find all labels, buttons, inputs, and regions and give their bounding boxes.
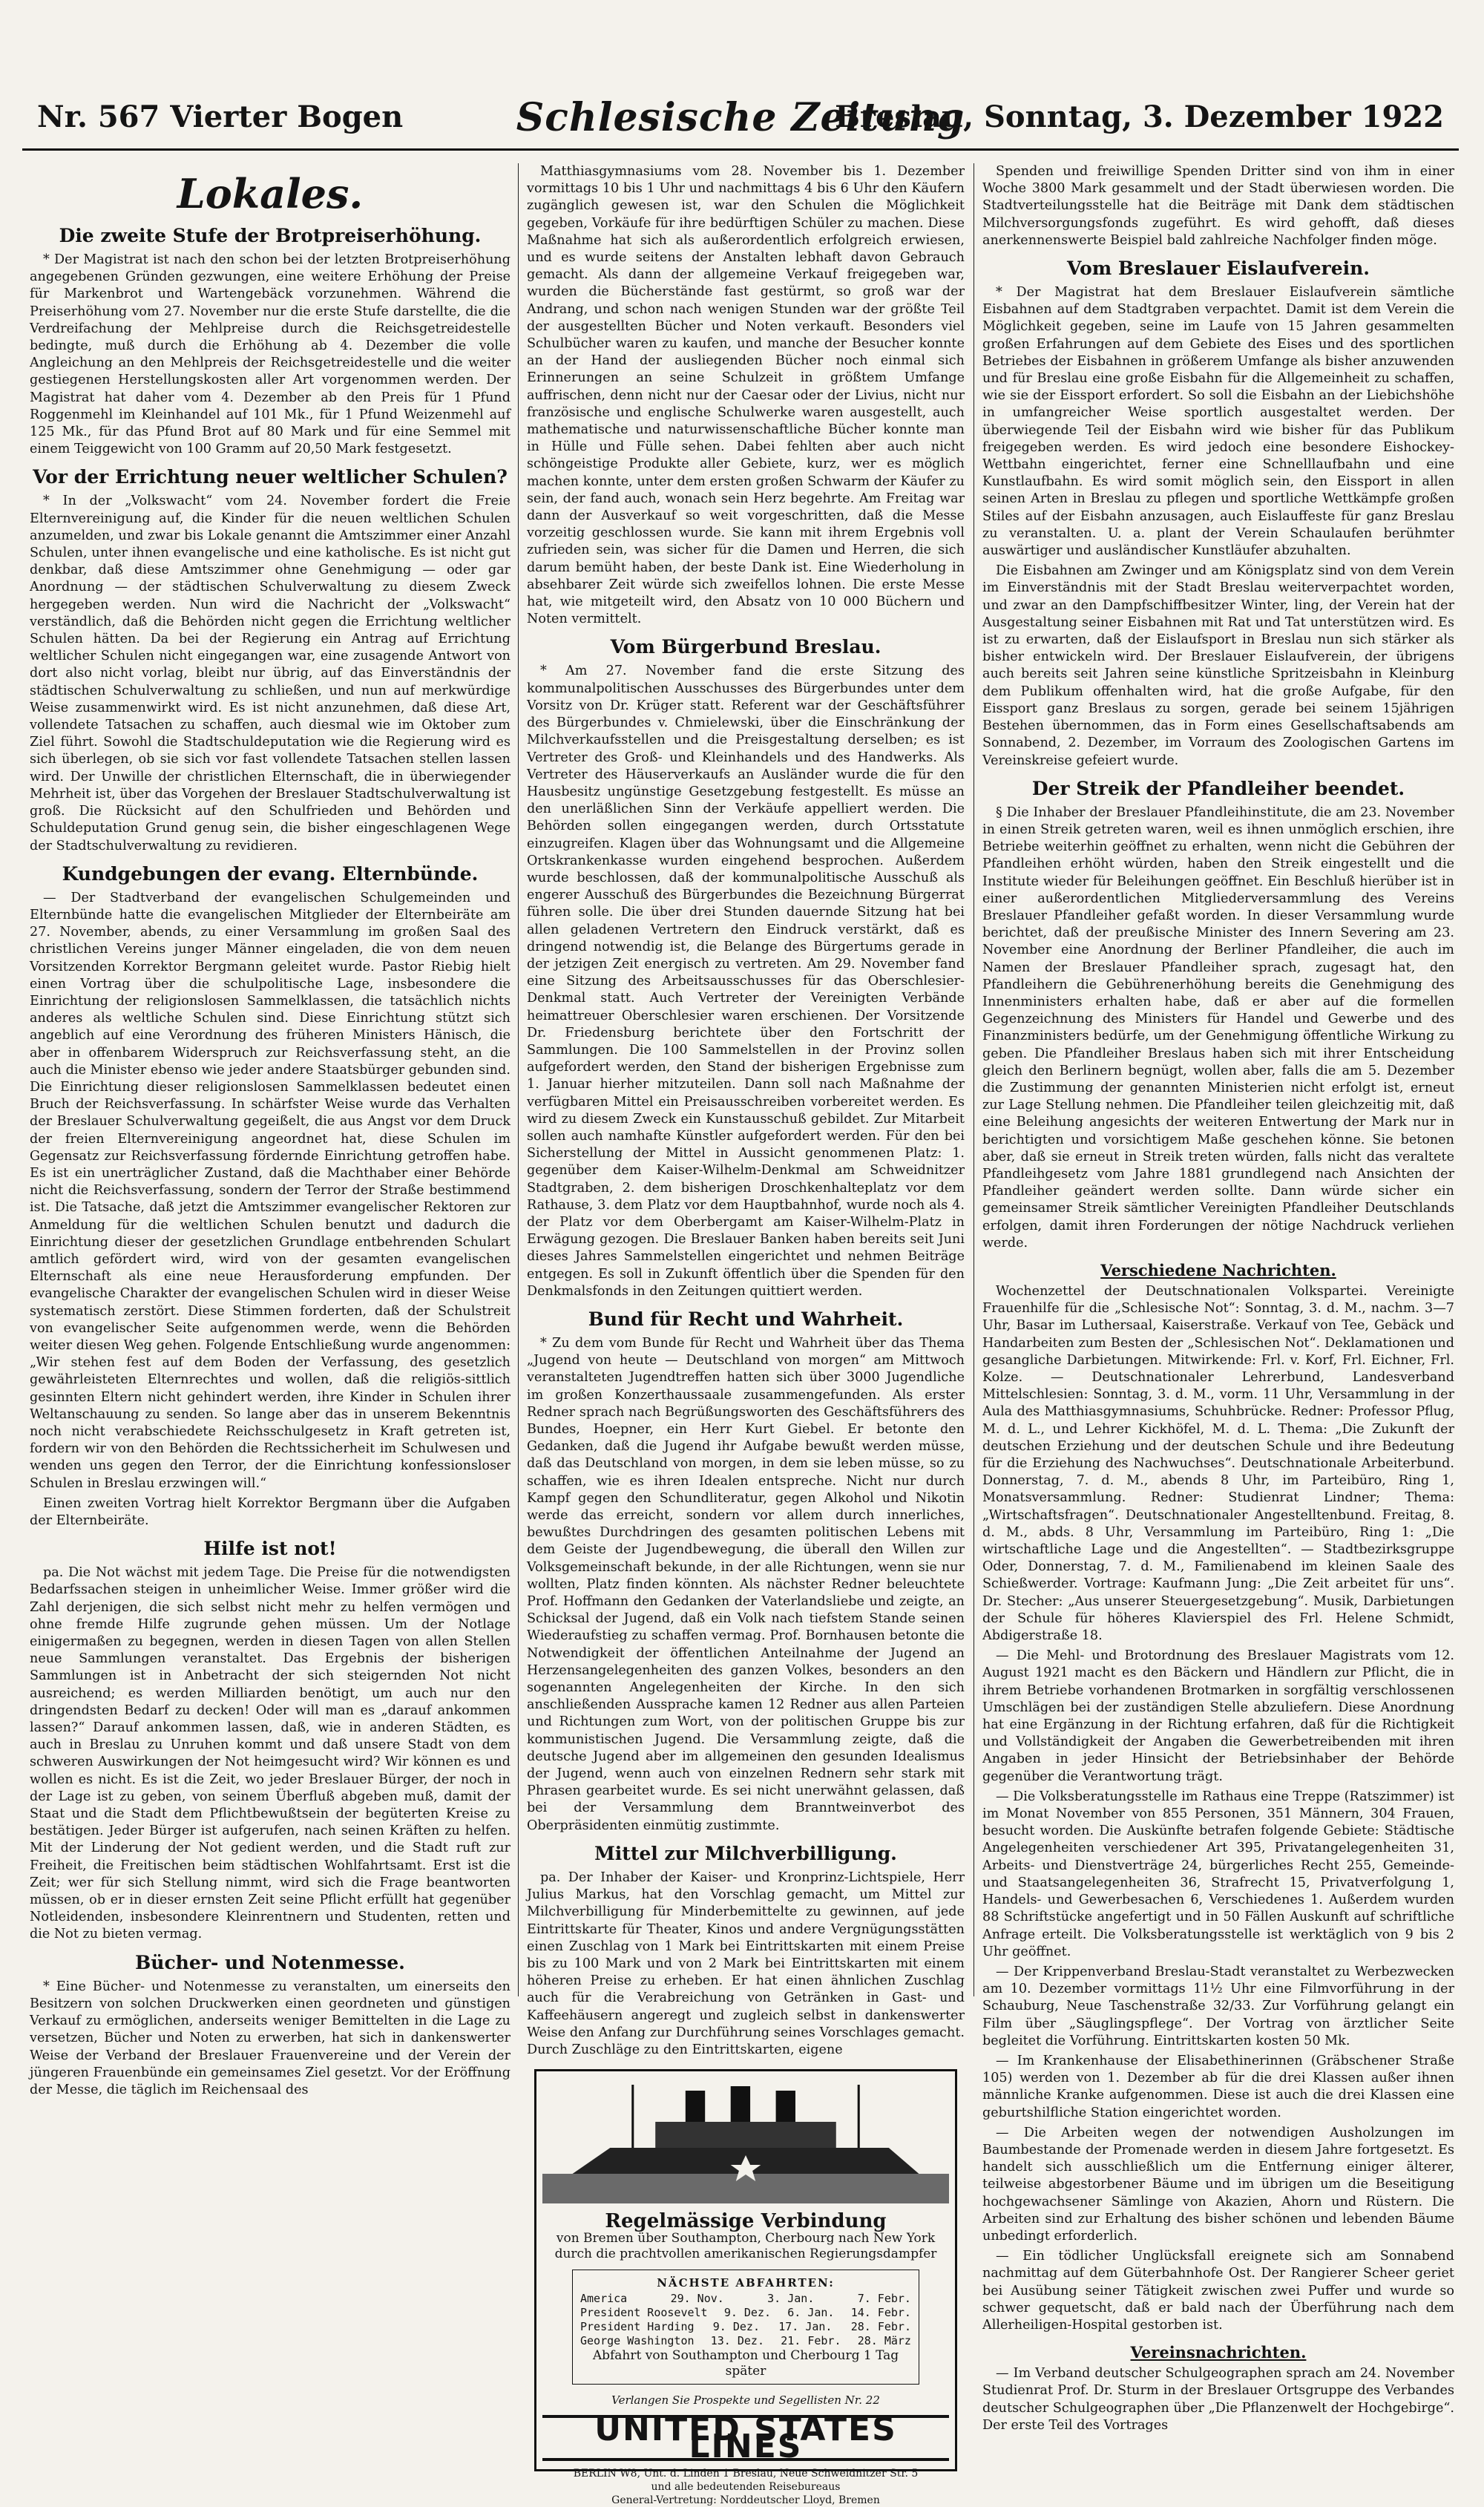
article-title: Verschiedene Nachrichten.: [1100, 1260, 1336, 1279]
article-title: Mittel zur Milchverbilligung.: [594, 1842, 897, 1864]
departure-date: 28. Febr.: [850, 2319, 911, 2333]
departure-date: 13. Dez.: [710, 2333, 764, 2347]
departures-title: NÄCHSTE ABFAHRTEN:: [657, 2275, 835, 2290]
article-text: — Im Krankenhause der Elisabethinerinnen (Gräbschener Straße 105) werden von 1. Dezember ab für die drei Klassen außer ihnen männliche Kranke aufgenommen. Diese ist auch die drei Klassen eine geburtshilfliche Station eingerichtet worden.: [982, 2053, 1454, 2120]
ad-prospectus-note: Verlangen Sie Prospekte und Segellisten Nr. 22: [611, 2393, 880, 2407]
column-1: [30, 163, 510, 2097]
article-title: Bücher- und Notenmesse.: [135, 1951, 405, 1973]
table-row: [580, 2320, 911, 2334]
column-divider: [518, 163, 519, 1996]
article-title: Vom Breslauer Eislaufverein.: [1066, 258, 1370, 280]
article-text: * Am 27. November fand die erste Sitzung des kommunalpolitischen Ausschusses des Bürgerbundes unter dem Vorsitz von Dr. Krüger statt. Referent war der Geschäftsführer des Bürgerbundes v. Chmielewski, über die Einschränkung der Milchverkaufsstellen und die Preisgestaltung derselben; es ist Vertreter des Groß- und Kleinhandels und des Handwerks. Als Vertreter des Häuserverkaufs an Ausländer wurde die für den Hausbesitz ungünstige Gesetzgebung festgestellt. Es müsse an den unerläßlichen Sinn der Verkäufe appelliert werden. Die Behörden sollen eingegangen werden, durch Ortsstatute einzugreifen. Klagen über das Wohnungsamt und die Allgemeine Ortskrankenkasse wurden eingehend besprochen. Außerdem wurde beschlossen, daß der kommunalpolitische Ausschuß als engerer Ausschuß des Bürgerbundes die Bezeichnung Bürgerrat führen solle. Die über drei Stunden dauernde Sitzung hat bei allen geladenen Vertretern den Eindruck verstärkt, daß es dringend notwendig ist, die Belange des Bürgertums gerade in der jetzigen Zeit energisch zu vertreten. Am 29. November fand eine Sitzung des Arbeitsausschusses für das Oberschlesier-Denkmal statt. Auch Vertreter der Vereinigten Verbände heimattreuer Oberschlesier waren erschienen. Der Vorsitzende Dr. Friedensburg berichtete über den Fortschritt der Sammlungen. Die 100 Sammelstellen in der Provinz sollen aufgefordert werden, den Stand der bisherigen Ergebnisse zum 1. Januar hierher mitzuteilen. Dann soll nach Maßnahme der verfügbaren Mittel ein Preisausschreiben vorbereitet werden. Es wird zu diesem Zweck ein Kunstausschuß gebildet. Zur Mitarbeit sollen auch namhafte Künstler aufgefordert werden. Für den bei Sicherstellung der Mittel in Aussicht genommenen Platz: 1. gegenüber dem Kaiser-Wilhelm-Denkmal am Schweidnitzer Stadtgraben, 2. dem bisherigen Droschkenhalteplatz vor dem Rathause, 3. dem Platz vor dem Hauptbahnhof, wurde noch als 4. der Platz vor dem Oberbergamt am Kaiser-Wilhelm-Platz in Erwägung gezogen. Die Breslauer Banken haben bereits seit Juni dieses Jahres Sammelstellen eingerichtet und nehmen Beiträge entgegen. Es soll in Zukunft öffentlich über die Spenden für den Denkmalsfonds in den Zeitungen quittiert werden.: [527, 663, 965, 1299]
section-title: Lokales.: [177, 170, 364, 217]
column-3: [982, 163, 1455, 2433]
shipping-advertisement: [534, 2069, 957, 2507]
article-title: Vom Bürgerbund Breslau.: [610, 636, 881, 658]
article-title: Vereinsnachrichten.: [1130, 2343, 1307, 2362]
table-row: [580, 2292, 911, 2306]
article-title: Vor der Errichtung neuer weltlicher Schulen?: [33, 466, 508, 488]
ship-name: America: [580, 2291, 628, 2305]
ad-brand: UNITED STATES LINES: [542, 2415, 949, 2461]
article-title: Kundgebungen der evang. Elternbünde.: [62, 862, 479, 885]
table-row: [580, 2334, 911, 2348]
article-text: pa. Die Not wächst mit jedem Tage. Die Preise für die notwendigsten Bedarfssachen steigen in unheimlicher Weise. Immer größer wird die Zahl derjenigen, die sich selbst nicht mehr zu helfen vermögen und ohne fremde Hilfe zugrunde gehen müssen. Um der Notlage einigermaßen zu begegnen, werden in diesen Tagen von allen Stellen neue Sammlungen veranstaltet. Das Ergebnis der bisherigen Sammlungen ist in Anbetracht der sich steigernden Not nicht ausreichend; es werden Milliarden benötigt, um auch nur den dringendsten Bedarf zu decken! Oder will man es „darauf ankommen lassen?“ Darauf ankommen lassen, daß, wie in anderen Städten, es auch in Breslau zu Unruhen kommt und daß unsere Stadt von dem schweren Auswirkungen der Not heimgesucht wird? Wir können es und wollen es nicht. Es ist die Zeit, wo jeder Breslauer Bürger, der noch in der Lage ist zu geben, von seinem Überfluß abgeben muß, damit der Staat und die Stadt dem Pflichtbewußtsein der begüterten Kreise zu bestätigen. Jeder Bürger ist aufgerufen, nach seinen Kräften zu helfen. Mit der Linderung der Not gedient werden, und die Stadt ruft zur Freiheit, die Freitischen beim städtischen Wohlfahrtsamt. Erst ist die Zeit; wer für sich Stellung nimmt, wird sich die Frage beantworten müssen, ob er in dieser ernsten Zeit seine Pflicht erfüllt hat gegenüber Notleidenden, insbesondere Kleinrentnern und Studenten, retten und die Not zu bieten vermag.: [30, 1565, 510, 1942]
article-text: * Eine Bücher- und Notenmesse zu veranstalten, um einerseits den Besitzern von solchen Druckwerken einen geordneten und günstigen Verkauf zu ermöglichen, anderseits weniger Bemittelten in die Lage zu versetzen, Bücher und Noten zu erwerben, hat sich in dankenswerter Weise der Verband der Breslauer Frauenvereine und der Verein der jüngeren Frauenbünde ein gemeinsames Ziel gesetzt. Vor der Eröffnung der Messe, die täglich im Reichensaal des: [30, 1979, 510, 2097]
article-text: — Ein tödlicher Unglücksfall ereignete sich am Sonnabend nachmittag auf dem Güterbahnhofe Ost. Der Rangierer Scheer geriet bei Ausübung seiner Tätigkeit zwischen zwei Puffer und wurde so schwer gequetscht, daß er bald nach der Überführung nach dem Allerheiligen-Hospital gestorben ist.: [982, 2249, 1454, 2333]
article-text: Matthiasgymnasiums vom 28. November bis 1. Dezember vormittags 10 bis 1 Uhr und nachmittags 4 bis 6 Uhr den Käufern zugänglich gewesen ist, war den Schulen die Möglichkeit gegeben, Vorkäufe für ihre bedürftigen Schüler zu machen. Diese Maßnahme hat sich als außerordentlich erfolgreich erwiesen, und es wurde seitens der Anstalten lebhaft davon Gebrauch gemacht. Als dann der allgemeine Verkauf freigegeben war, wurden die Bücherstände fast gestürmt, so groß war der Andrang, und schon nach wenigen Stunden war der größte Teil der ausgestellten Bücher und Noten verkauft. Besonders viel Schulbücher waren zu kaufen, und manche der Besucher konnte an der Hand der ausliegenden Bücher noch einmal sich Erinnerungen an seine Schulzeit in größtem Umfange auffrischen, denn nicht nur der Caesar oder der Livius, nicht nur französische und englische Schulwerke waren ausgestellt, auch mathematische und naturwissenschaftliche Bücher konnte man in Hülle und Fülle sehen. Dabei fehlten aber auch nicht schöngeistige Produkte aller Gebiete, kurz, wer es möglich machen konnte, unter dem ersten großen Schwarm der Käufer zu sein, der fand auch, wonach sein Herz begehrte. Am Freitag war dann der Ausverkauf so weit vorgeschritten, daß die Messe vorzeitig geschlossen wurde. Sie kann mit ihrem Ergebnis voll zufrieden sein, was sicher für die Damen und Herren, die sich darum bemüht haben, der beste Dank ist. Eine Wiederholung in absehbarer Zeit würde sich zweifellos lohnen. Die erste Messe hat, wie mitgeteilt wird, den Absatz von 10 000 Büchern und Noten vermittelt.: [527, 164, 965, 627]
article-title: Die zweite Stufe der Brotpreiserhöhung.: [59, 225, 482, 246]
ad-address: und alle bedeutenden Reisebureaus: [651, 2481, 841, 2494]
masthead: [22, 89, 1459, 151]
newspaper-page: [22, 15, 1459, 2507]
departure-date: 9. Dez.: [712, 2319, 760, 2333]
ad-route: von Bremen über Southampton, Cherbourg nach New York: [556, 2230, 936, 2246]
article-text: — Die Volksberatungsstelle im Rathaus eine Treppe (Ratszimmer) ist im Monat November von 855 Personen, 351 Männern, 304 Frauen, besucht worden. Die Auskünfte betrafen folgende Gebiete: Städtische Angelegenheiten verschiedener Art 395, Privatangelegenheiten 31, Arbeits- und Dienstverträge 24, bürgerliches Recht 255, Gemeinde- und Staatsangelegenheiten 36, Strafrecht 15, Privatverfolgung 1, Handels- und Gewerbesachen 6, Verschiedenes 1. Außerdem wurden 88 Schriftstücke angefertigt und in 50 Fällen Auskunft auf schriftliche Anfrage erteilt. Die Volksberatungsstelle ist werktäglich von 9 bis 2 Uhr geöffnet.: [982, 1789, 1455, 1959]
article-text: * Zu dem vom Bunde für Recht und Wahrheit über das Thema „Jugend von heute — Deutschland von morgen“ am Mittwoch veranstalteten Jugendtreffen hatten sich über 3000 Jugendliche im großen Konzerthaussaale zusammengefunden. Als erster Redner sprach nach Begrüßungsworten des Geschäftsführers des Bundes, Hoepner, ein Herr Kurt Giebel. Er betonte den Gedanken, daß die Jugend ihr Aufgabe bewußt werden müsse, daß das Deutschland von morgen, in dem sie leben müsse, so zu schaffen, wie es ihren Idealen entspreche. Nicht nur durch Kampf gegen den Schundliteratur, gegen Alkohol und Nikotin werde das erreicht, sondern vor allem durch innerliches, bewußtes Durchdringen des gesamten politischen Lebens mit dem Geiste der Jugendbewegung, die überall den Willen zur Volksgemeinschaft bekunde, in der alle Richtungen, wenn sie nur wollten, Platz finden könnten. Als nächster Redner beleuchtete Prof. Hoffmann den Gedanken der Vaterlandsliebe und zeigte, an Schicksal der Jugend, daß ein Volk nach tiefstem Stande seinen Wiederaufstieg zu schaffen vermag. Prof. Bornhausen betonte die Notwendigkeit der öffentlichen Anteilnahme der Jugend an Herzensangelegenheiten des ganzen Volkes, besonders an den sogenannten Angelegenheiten der Kirche. In den sich anschließenden Aussprache kamen 12 Redner aus allen Parteien und Richtungen zum Wort, von der politischen Gruppe bis zur kommunistischen Jugend. Die Versammlung zeigte, daß die deutsche Jugend aber im allgemeinen den gesunden Idealismus der Jugend, wenn auch von einzelnen Rednern sehr stark mit Phrasen gearbeitet wurde. Es sei nicht unerwähnt gelassen, daß bei der Versammlung dem Branntweinverbot des Oberpräsidenten einmütig zustimmte.: [527, 1336, 965, 1833]
ship-name: George Washington: [580, 2333, 695, 2347]
ship-name: President Roosevelt: [580, 2305, 708, 2319]
dateline: Breslau, Sonntag, 3. Dezember 1922: [835, 99, 1444, 134]
article-text: — Im Verband deutscher Schulgeographen sprach am 24. November Studienrat Prof. Dr. Sturm in der Breslauer Ortsgruppe des Verbandes deutscher Schulgeographen über „Die Pflanzenwelt der Hochgebirge“. Der erste Teil des Vortrages: [982, 2366, 1454, 2433]
article-text: Spenden und freiwillige Spenden Dritter sind von ihm in einer Woche 3800 Mark gesammelt und der Stadt überwiesen worden. Die Stadtverteilungsstelle hat die Beiträge mit Dank dem städtischen Milchversorgungsfonds zugeführt. Es wird gehofft, daß dieses anerkennenswerte Beispiel bald zahlreiche Nachfolger finden möge.: [982, 164, 1454, 248]
ad-address: General-Vertretung: Norddeutscher Lloyd, Bremen: [611, 2494, 880, 2507]
ship-name: President Harding: [580, 2319, 695, 2333]
article-text: * Der Magistrat ist nach den schon bei der letzten Brotpreiserhöhung angegebenen Gründen gezwungen, eine weitere Erhöhung der Preise für Markenbrot und Wartengebäck vorzunehmen. Während die Preiserhöhung vom 27. November nur die erste Stufe darstellte, die die Verdreifachung der Mehlpreise durch die Reichsgetreidestelle bedingte, muß durch die Erhöhung ab 4. Dezember die volle Angleichung an den Mehlpreis der Reichsgetreidestelle und die weiter gestiegenen Herstellungskosten aller Art vorgenommen werden. Der Magistrat hat daher vom 4. Dezember ab den Preis für 1 Pfund Roggenmehl im Kleinhandel auf 101 Mk., für 1 Pfund Weizenmehl auf 125 Mk., für das Pfund Brot auf 80 Mark und für eine Semmel mit einem Teiggewicht von 100 Gramm auf 20,50 Mark festgesetzt.: [30, 252, 510, 457]
table-row: [580, 2306, 911, 2320]
article-text: Die Eisbahnen am Zwinger und am Königsplatz sind von dem Verein im Einverständnis mit der Stadt Breslau weiterverpachtet worden, und zwar an den Dampfschiffbesitzer Winter, ling, der Verein hat der Ausgestaltung seiner Eisbahnen mit Rat und Tat unterstützen wird. Es ist zu erwarten, daß der Eislaufsport in Breslau nun sich stärker als bisher entwickeln wird. Der Breslauer Eislaufverein, der übrigens auch bereits seit Jahren seine künstliche Spritzeisbahn in Kleinburg dem Publikum offenhalten wird, hat die große Aufgabe, für den Eissport ganz Breslaus zu sorgen, gerade bei seinem 15jährigen Bestehen übernommen, das in Form eines Gesellschaftsabends am Sonnabend, 2. Dezember, im Vorraum des Zoologischen Gartens im Vereinskreise gefeiert wurde.: [982, 563, 1454, 768]
departure-date: 3. Jan.: [767, 2291, 815, 2305]
article-text: — Der Krippenverband Breslau-Stadt veranstaltet zu Werbezwecken am 10. Dezember vormittags 11½ Uhr eine Filmvorführung in der Schauburg, Neue Taschenstraße 32/33. Zur Vorführung gelangt ein Film über „Säuglingspflege“. Der Vortrag von ärztlicher Seite begleitet die Vorführung. Eintrittskarten kosten 50 Mk.: [982, 1964, 1454, 2048]
article-text: — Der Stadtverband der evangelischen Schulgemeinden und Elternbünde hatte die evangelischen Mitglieder der Elternbeiräte am 27. November, abends, zu einer Versammlung im großen Saal des christlichen Vereins junger Männer eingeladen, die von dem neuen Vorsitzenden Korrektor Bergmann geleitet wurde. Pastor Riebig hielt einen Vortrag über die schulpolitische Lage, insbesondere die Einrichtung der religionslosen Sammelklassen, die tatsächlich nichts anderes als weltliche Schulen sind. Diese Einrichtung stützt sich angeblich auf eine Verordnung des früheren Ministers Hänisch, die aber in offenbarem Widerspruch zur Reichsverfassung steht, an die auch die Minister ebenso wie jeder andere Staatsbürger gebunden sind. Die Einrichtung dieser religionslosen Sammelklassen bedeutet einen Bruch der Reichsverfassung. In schärfster Weise wurde das Verhalten der Breslauer Schulverwaltung gegeißelt, die aus Angst vor dem Druck der freien Elternvereinigung angeordnet hat, diese Schulen im Gegensatz zur Reichsverfassung fördernde Einrichtung getroffen habe. Es ist ein unerträglicher Zustand, daß die Machthaber einer Behörde nicht die Reichsverfassung, sondern der Terror der Straße bestimmend ist. Die Tatsache, daß jetzt die Amtszimmer evangelischer Rektoren zur Anmeldung für die weltlichen Schulen benutzt und dadurch die Einrichtung dieser der gesetzlichen Grundlage entbehrenden Schulart amtlich gefördert wird, wird von der gesamten evangelischen Elternschaft als eine neue Herausforderung empfunden. Der evangelische Charakter der evangelischen Schulen wird in dieser Weise systematisch zerstört. Diese Stimmen forderten, daß der Schulstreit von evangelischer Seite aufgenommen werde, wenn die Behörden weiter diesen Weg gehen. Folgende Entschließung wurde angenommen: „Wir stehen fest auf dem Boden der Verfassung, des gesetzlich gewährleisteten Elternrechtes und wollen, daß die religiös-sittlich gesinnten Eltern nicht gehindert werden, ihre Kinder in Schulen ihrer Weltanschauung zu senden. So lange aber das in unserem Bekenntnis noch nicht verabschiedete Reichsschulgesetz in Kraft getreten ist, fordern wir von den Behörden die Rechtssicherheit im Schulwesen und wenden uns gegen den Terror, der die Einrichtung konfessionsloser Schulen in Breslau erzwingen will.“: [30, 890, 510, 1491]
article-text: * In der „Volkswacht“ vom 24. November fordert die Freie Elternvereinigung auf, die Kinder für die neuen weltlichen Schulen anzumelden, und zwar bis Lokale genannt die Amtszimmer einer Anzahl Schulen, unter ihnen evangelische und eine katholische. Es ist nicht gut denkbar, daß diese Amtszimmer ohne Genehmigung — oder gar Anordnung — der städtischen Schulverwaltung zu diesem Zweck hergegeben werden. Nun wird die Nachricht der „Volkswacht“ verständlich, daß die Behörden nicht gegen die Errichtung weltlicher Schulen hätten. Da bei der Regierung ein Antrag auf Errichtung weltlicher Schulen nicht eingegangen war, eine zusagende Antwort von dort also nicht vorlag, bleibt nur übrig, auf das Einverständnis der städtischen Schulverwaltung zu schließen, und nun auf merkwürdige Weise zusammenwirkt wird. Es ist nicht anzunehmen, daß diese Art, vollendete Tatsachen zu schaffen, auch diesmal wie im Oktober zum Ziel führt. Sowohl die Stadtschuldeputation wie die Regierung wird es sich überlegen, ob sie sich vor fast vollendete Tatsachen stellen lassen wird. Der Unwille der christlichen Elternschaft, die in überwiegender Mehrheit ist, über das Vorgehen der Breslauer Stadtschulverwaltung ist groß. Die Rücksicht auf den Schulfrieden und Behörden und Schuldeputation Grund genug sein, die bisher eingeschlagenen Wege der Stadtschulverwaltung zu revidieren.: [30, 494, 510, 853]
departures-table: [572, 2270, 919, 2385]
steamship-illustration: [542, 2077, 949, 2203]
departure-date: 17. Jan.: [778, 2319, 833, 2333]
departure-date: 29. Nov.: [670, 2291, 724, 2305]
article-text: — Die Arbeiten wegen der notwendigen Ausholzungen im Baumbestande der Promenade werden in diesem Jahre fortgesetzt. Es handelt sich ausschließlich um die Entfernung einiger älterer, teilweise abgestorbener Bäume und im übrigen um die Beseitigung hochgewachsener Sämlinge von Akazien, Ahorn und Rüstern. Die Arbeiten sind zur Erhaltung des bisher schönen und lebenden Bäume unbedingt erforderlich.: [982, 2125, 1454, 2244]
article-text: pa. Der Inhaber der Kaiser- und Kronprinz-Lichtspiele, Herr Julius Markus, hat den Vorschlag gemacht, um Mittel zur Milchverbilligung für Minderbemittelte zu gewinnen, auf jede Eintrittskarte für Theater, Kinos und andere Vergnügungsstätten einen Zuschlag von 1 Mark bei Eintrittskarten mit einem Preise bis zu 100 Mark und von 2 Mark bei Eintrittskarten mit einem höheren Preise zu erheben. Er hat einen ähnlichen Zuschlag auch für die Verabreichung von Getränken in Gast- und Kaffeehäusern angeregt und zugleich selbst in dankenswerter Weise den Anfang zur Durchführung seines Vorschlages gemacht. Durch Zuschläge zu den Eintrittskarten, eigene: [527, 1869, 965, 2057]
departure-date: 28. März: [857, 2333, 911, 2347]
departure-date: 9. Dez.: [723, 2305, 772, 2319]
article-title: Der Streik der Pfandleiher beendet.: [1031, 777, 1405, 799]
ad-address: BERLIN W8, Unt. d. Linden 1 Breslau, Neue Schweidnitzer Str. 5: [573, 2468, 919, 2480]
newspaper-title: Schlesische Zeitung: [516, 95, 965, 140]
article-text: — Die Mehl- und Brotordnung des Breslauer Magistrats vom 12. August 1921 macht es den Bäckern und Händlern zur Pflicht, die in ihrem Betriebe vorhandenen Brotmarken in sorgfältig verschlossenen Umschlägen bei der zuständigen Stelle abzuliefern. Diese Anordnung hat eine Ergänzung in der Richtung erfahren, daß für die Richtigkeit und Vollständigkeit der Angaben die Gewerbetreibenden mit ihren Angaben in jeder Hinsicht der Betriebsinhaber der Behörde gegenüber die Verantwortung trägt.: [982, 1648, 1454, 1784]
article-text: Einen zweiten Vortrag hielt Korrektor Bergmann über die Aufgaben der Elternbeiräte.: [30, 1495, 510, 1529]
article-title: Hilfe ist not!: [203, 1538, 337, 1560]
departure-note: Abfahrt von Southampton und Cherbourg 1 Tag später: [592, 2347, 899, 2379]
column-2: [527, 163, 965, 2507]
article-text: Wochenzettel der Deutschnationalen Volkspartei. Vereinigte Frauenhilfe für die „Schlesische Not“: Sonntag, 3. d. M., nachm. 3—7 Uhr, Basar im Luthersaal, Kaiserstraße. Verkauf von Tee, Gebäck und Handarbeiten zum Besten der „Schlesischen Not“. Deklamationen und gesangliche Darbietungen. Mitwirkende: Frl. v. Korf, Frl. Eichner, Frl. Kolze. — Deutschnationaler Lehrerbund, Landesverband Mittelschlesien: Sonntag, 3. d. M., vorm. 11 Uhr, Versammlung in der Aula des Matthiasgymnasiums, Schuhbrücke. Redner: Professor Pflug, M. d. L., und Lehrer Kickhöfel, M. d. L. Thema: „Die Zukunft der deutschen Erziehung und der deutschen Schule und ihre Bedeutung für die Erziehung des Nachwuchses“. Deutschnationale Arbeiterbund. Donnerstag, 7. d. M., abends 8 Uhr, im Parteibüro, Ring 1, Monatsversammlung. Redner: Studienrat Lindner; Thema: „Wirtschaftsfragen“. Deutschnationaler Angestelltenbund. Freitag, 8. d. M., abds. 8 Uhr, Versammlung im Parteibüro, Ring 1: „Die wirtschaftliche Lage und die Angestellten“. — Stadtbezirksgruppe Oder, Donnerstag, 7. d. M., Familienabend im kleinen Saale des Schießwerder. Vortrage: Kaufmann Jung: „Die Zeit arbeitet für uns“. Dr. Stecher: „Aus unserer Steuergesetzgebung“. Musik, Darbietungen der Schule für höheres Klavierspiel des Frl. Helene Schmidt, Abdigerstraße 18.: [982, 1283, 1454, 1644]
departure-date: 21. Febr.: [781, 2333, 841, 2347]
article-title: Bund für Recht und Wahrheit.: [588, 1308, 904, 1330]
departure-date: 7. Febr.: [857, 2291, 911, 2305]
article-text: * Der Magistrat hat dem Breslauer Eislaufverein sämtliche Eisbahnen auf dem Stadtgraben verpachtet. Damit ist dem Verein die Möglichkeit gegeben, seine im Laufe von 15 Jahren gesammelten großen Erfahrungen auf dem Gebiete des Eises und des sportlichen Betriebes der Eisbahnen in größerem Umfange als bisher anzuwenden und für Breslau eine große Eisbahn für die Allgemeinheit zu schaffen, wie sie der Eissport erfordert. So soll die Eisbahn an der Liebichshöhe in umfangreicher Weise sportlich ausgestaltet werden. Der überwiegende Teil der Eisbahn wird wie bisher für das Publikum freigegeben werden. Es wird jedoch eine besondere Eishockey-Wettbahn eingerichtet, ferner eine Schnelllaufbahn und eine Kunstlaufbahn. Es wird somit möglich sein, den Eissport in allen seinen Arten in Breslau zu pflegen und sportliche Wettkämpfe großen Stiles auf der Eisbahn anzusagen, auch Eislauffeste für ganz Breslau zu veranstalten. U. a. plant der Verein Schaulaufen berühmter auswärtiger und ausländischer Kunstläufer abzuhalten.: [982, 285, 1454, 559]
ad-headline: Regelmässige Verbindung: [605, 2210, 887, 2233]
issue-number: Nr. 567 Vierter Bogen: [37, 99, 404, 134]
ad-subline: durch die prachtvollen amerikanischen Regierungsdampfer: [554, 2246, 937, 2261]
departure-date: 14. Febr.: [850, 2305, 911, 2319]
departure-date: 6. Jan.: [787, 2305, 835, 2319]
article-text: § Die Inhaber der Breslauer Pfandleihinstitute, die am 23. November in einen Streik getreten waren, weil es ihnen unmöglich erschien, ihre Betriebe weiterhin geöffnet zu erhalten, wenn nicht die Gebühren der Pfandleihen erhöht würden, haben den Streik eingestellt und die Institute wieder für Beleihungen geöffnet. Ein Beschluß hierüber ist in einer außerordentlichen Mitgliederversammlung des Vereins Breslauer Pfandleiher gefaßt worden. In dieser Versammlung wurde berichtet, daß der preußische Minister des Innern Severing am 23. November eine Anordnung der Berliner Pfandleiher, die auch im Namen der Breslauer Pfandleiher sprach, zugesagt hat, den Pfandleihern die Gebührenerhöhung bereits die Genehmigung des Innenministers erhalten habe, daß er aber auf die formellen Gegenzeichnung des Ministers für Handel und Gewerbe und des Finanzministers bedürfe, um der Genehmigung öffentliche Wirkung zu geben. Die Pfandleiher Breslaus haben sich mit ihrer Entscheidung gleich den Berlinern begnügt, wollen aber, falls die am 5. Dezember die Zustimmung der genannten Ministerien nicht erfolgt ist, erneut zur Lage Stellung nehmen. Die Pfandleiher teilen gleichzeitig mit, daß eine Beleihung angesichts der weiteren Entwertung der Mark nur in berichtigten und vorsichtigem Maße geschehen könne. Sie betonen aber, daß sie erneut in Streik treten würden, falls nicht das veraltete Pfandleihgesetz vom Jahre 1881 grundlegend nach Ansichten der Pfandleiher geändert werden sollte. Dann würde sicher ein gemeinsamer Streik sämtlicher Vereinigten Pfandleiher Deutschlands erfolgen, damit ihren Forderungen der nötige Nachdruck verliehen werde.: [982, 804, 1454, 1251]
